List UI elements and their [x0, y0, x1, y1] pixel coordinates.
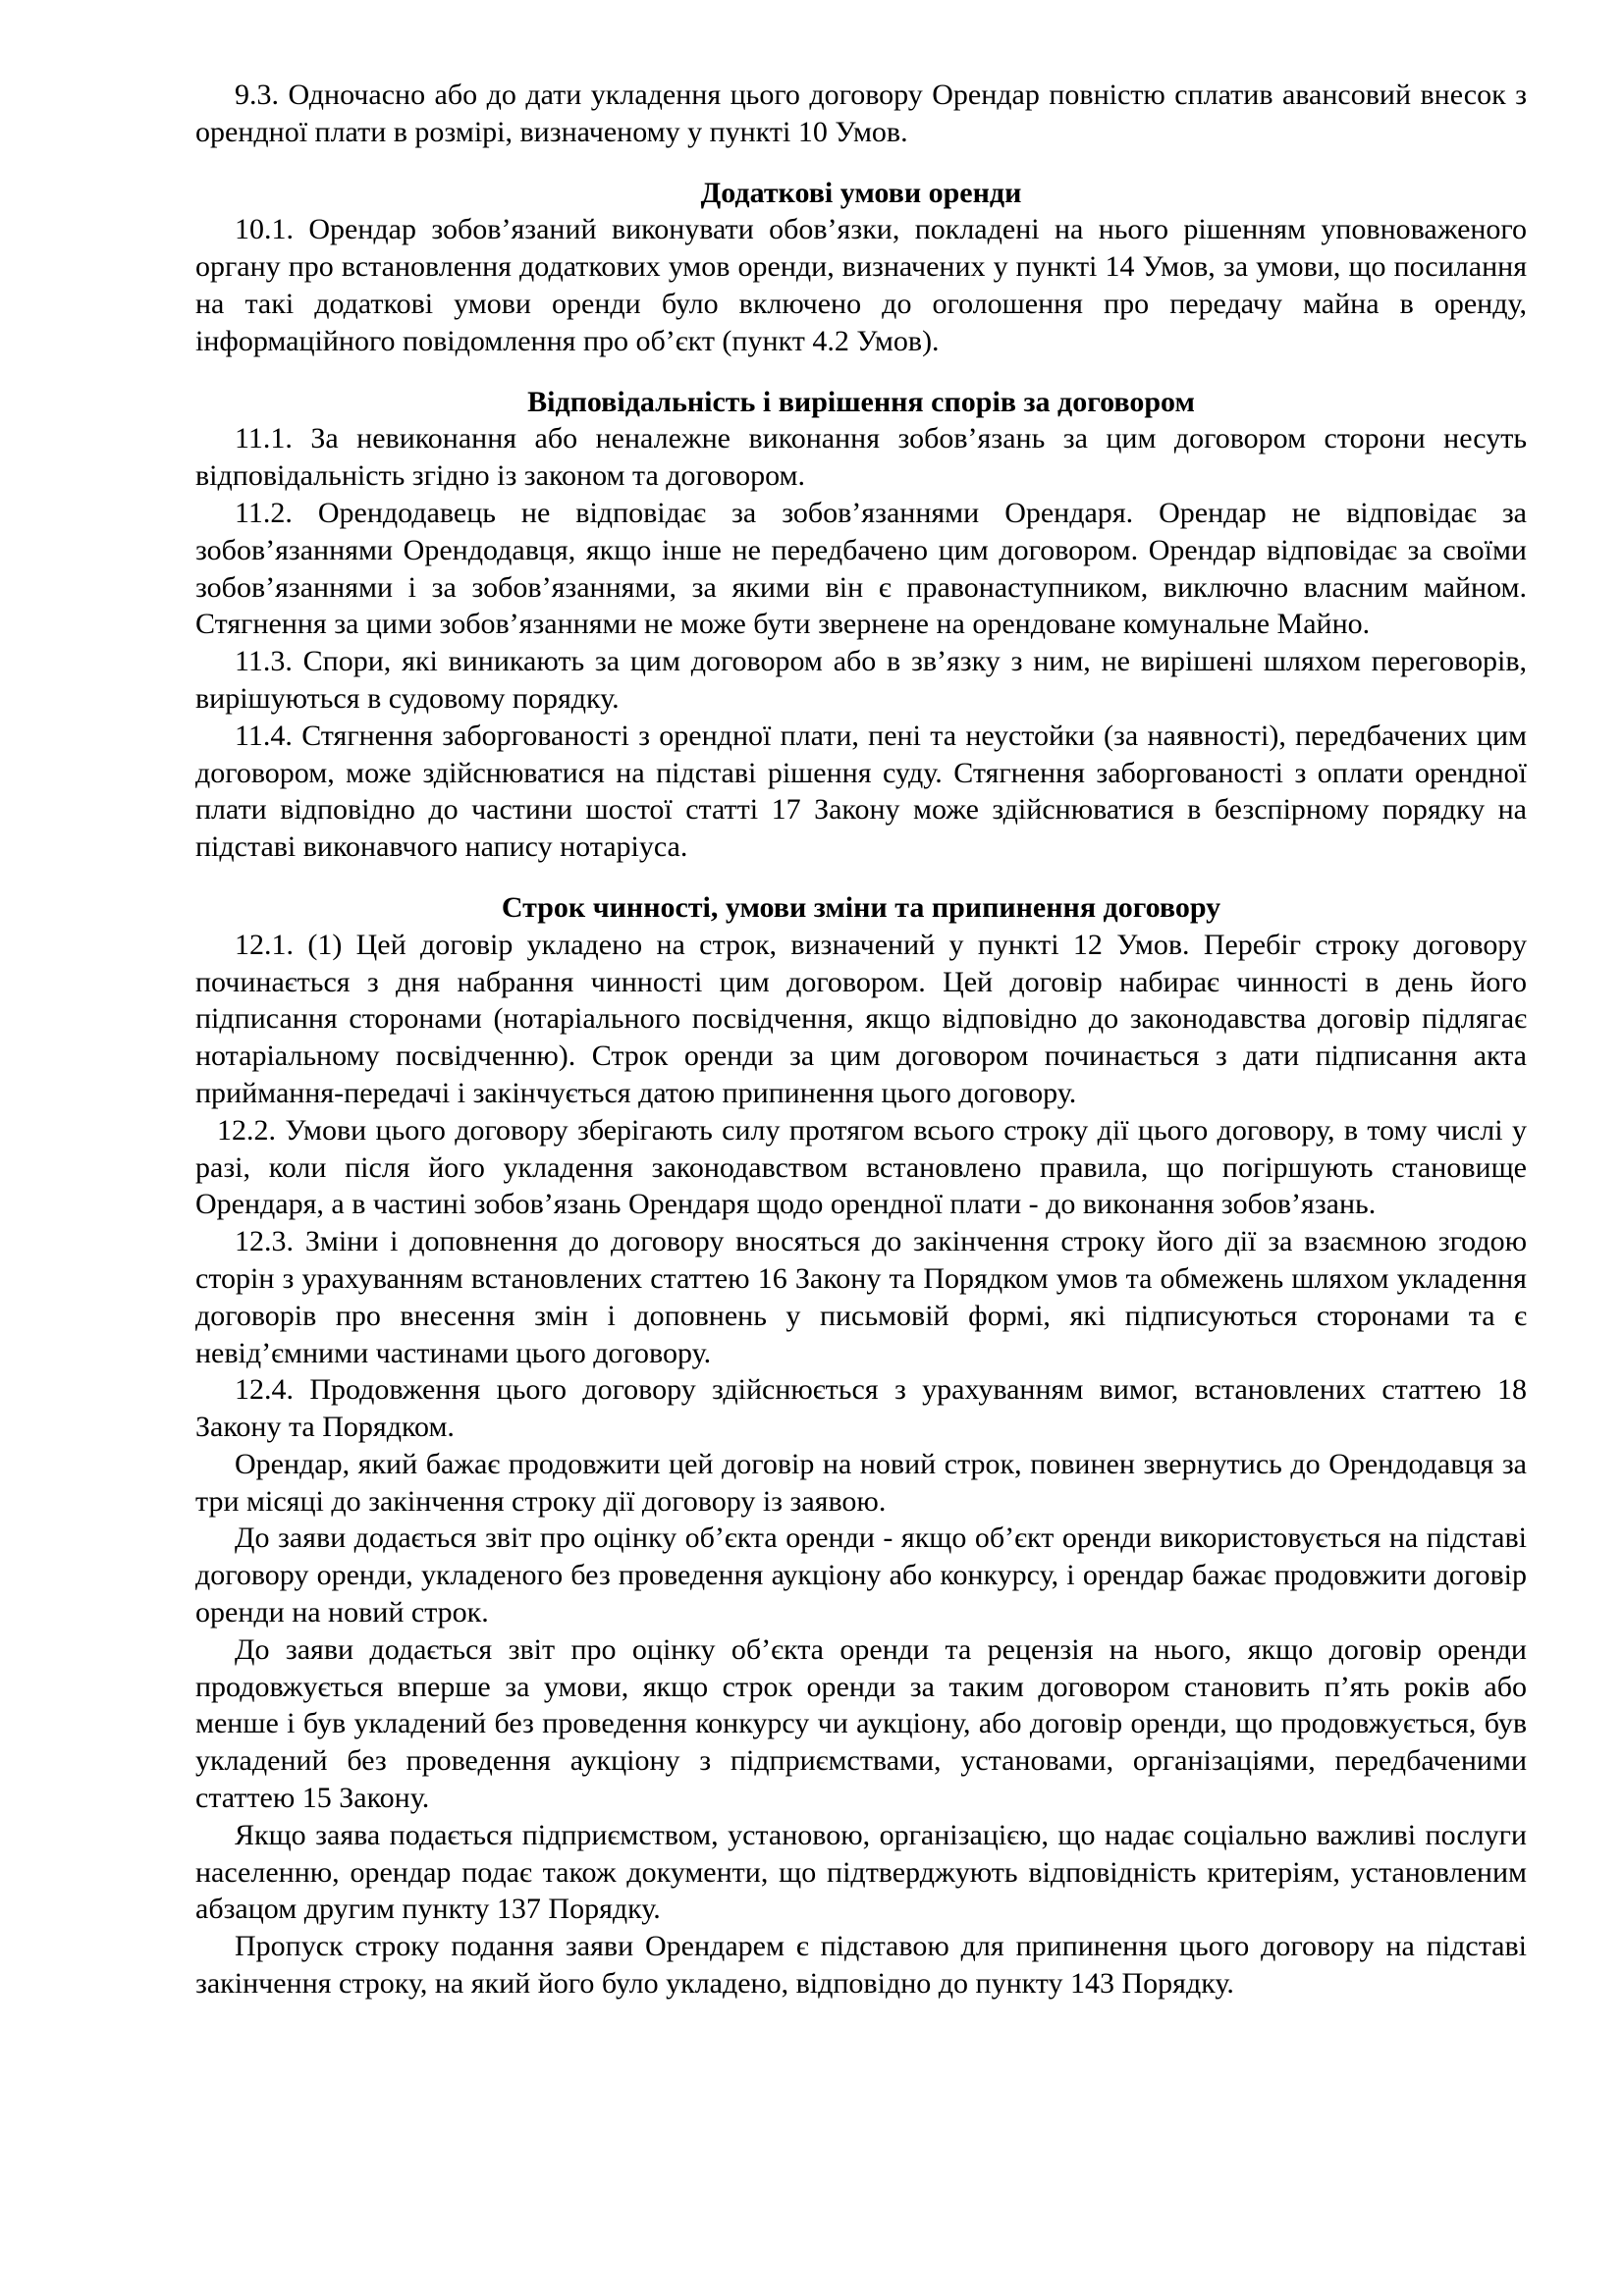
heading-additional-terms: Додаткові умови оренди	[700, 176, 1022, 209]
paragraph-12-2: 12.2. Умови цього договору зберігають силу протягом всього строку дії цього договору, в тому числі у разі, коли після його укладення законодавством встановлено правила, що погіршують становище Орендаря, а в частині зобов’язань Орендаря щодо орендної плати - до виконання зобов’язань.	[195, 1113, 1527, 1221]
paragraph-12-1: 12.1. (1) Цей договір укладено на строк, визначений у пункті 12 Умов. Перебіг строку договору починається з дня набрання чинності цим договором. Цей договір набирає чинності в день його підписання сторонами (нотаріального посвідчення, якщо відповідно до законодавства договір підлягає нотаріальному посвідченню). Строк оренди за цим договором починається з дати підписання акта приймання-передачі і закінчується датою припинення цього договору.	[195, 928, 1527, 1109]
paragraph-11-1: 11.1. За невиконання або неналежне виконання зобов’язань за цим договором сторони несуть відповідальність згідно із законом та договором.	[195, 422, 1527, 493]
paragraph-9-3: 9.3. Одночасно або до дати укладення цього договору Орендар повністю сплатив авансовий внесок з орендної плати в розмірі, визначеному у пункті 10 Умов.	[195, 79, 1527, 148]
heading-term-validity: Строк чинності, умови зміни та припинення договору	[501, 890, 1221, 924]
paragraph-10-1: 10.1. Орендар зобов’язаний виконувати обов’язки, покладені на нього рішенням уповноваженого органу про встановлення додаткових умов оренди, визначених у пункті 14 Умов, за умови, що посилання на такі додаткові умови оренди було включено до оголошення про передачу майна в оренду, інформаційного повідомлення про об’єкт (пункт 4.2 Умов).	[195, 213, 1527, 357]
paragraph-social-services: Якщо заява подається підприємством, установою, організацією, що надає соціально важливі послуги населенню, орендар подає також документи, що підтверджують відповідність критеріям, установленим абзацом другим пункту 137 Порядку.	[195, 1818, 1527, 1926]
paragraph-11-3: 11.3. Спори, які виникають за цим договором або в зв’язку з ним, не вирішені шляхом переговорів, вирішуються в судовому порядку.	[195, 645, 1527, 715]
paragraph-11-2: 11.2. Орендодавець не відповідає за зобов’язаннями Орендаря. Орендар не відповідає за зобов’язаннями Орендодавця, якщо інше не передбачено цим договором. Орендар відповідає за своїми зобов’язаннями і за зобов’язаннями, за якими він є правонаступником, виключно власним майном. Стягнення за цими зобов’язаннями не може бути звернене на орендоване комунальне Майно.	[195, 496, 1527, 641]
paragraph-valuation-report: До заяви додається звіт про оцінку об’єкта оренди - якщо об’єкт оренди використовується на підставі договору оренди, укладеного без проведення аукціону або конкурсу, і орендар бажає продовжити договір оренди на новий строк.	[195, 1522, 1527, 1629]
heading-liability: Відповідальність і вирішення спорів за договором	[527, 385, 1195, 418]
paragraph-renewal-request: Орендар, який бажає продовжити цей договір на новий строк, повинен звернутись до Орендодавця за три місяці до закінчення строку дії договору із заявою.	[195, 1447, 1527, 1518]
paragraph-11-4: 11.4. Стягнення заборгованості з орендної плати, пені та неустойки (за наявності), передбачених цим договором, може здійснюватися на підставі рішення суду. Стягнення заборгованості з оплати орендної плати відповідно до частини шостої статті 17 Закону може здійснюватися в безспірному порядку на підставі виконавчого напису нотаріуса.	[195, 719, 1527, 864]
paragraph-12-3: 12.3. Зміни і доповнення до договору вносяться до закінчення строку його дії за взаємною згодою сторін з урахуванням встановлених статтею 16 Закону та Порядком умов та обмежень шляхом укладення договорів про внесення змін і доповнень у письмовій формі, які підписуються сторонами та є невід’ємними частинами цього договору.	[195, 1225, 1527, 1369]
paragraph-missed-deadline: Пропуск строку подання заяви Орендарем є підставою для припинення цього договору на підставі закінчення строку, на який його було укладено, відповідно до пункту 143 Порядку.	[195, 1930, 1527, 2001]
paragraph-12-4: 12.4. Продовження цього договору здійснюється з урахуванням вимог, встановлених статтею 18 Закону та Порядком.	[195, 1373, 1527, 1444]
document-page	[195, 77, 1527, 2002]
paragraph-valuation-review: До заяви додається звіт про оцінку об’єкта оренди та рецензія на нього, якщо договір оренди продовжується вперше за умови, якщо строк оренди за таким договором становить п’ять років або менше і був укладений без проведення конкурсу чи аукціону, або договір оренди, що продовжується, був укладений без проведення аукціону з підприємствами, установами, організаціями, передбаченими статтею 15 Закону.	[195, 1632, 1527, 1815]
